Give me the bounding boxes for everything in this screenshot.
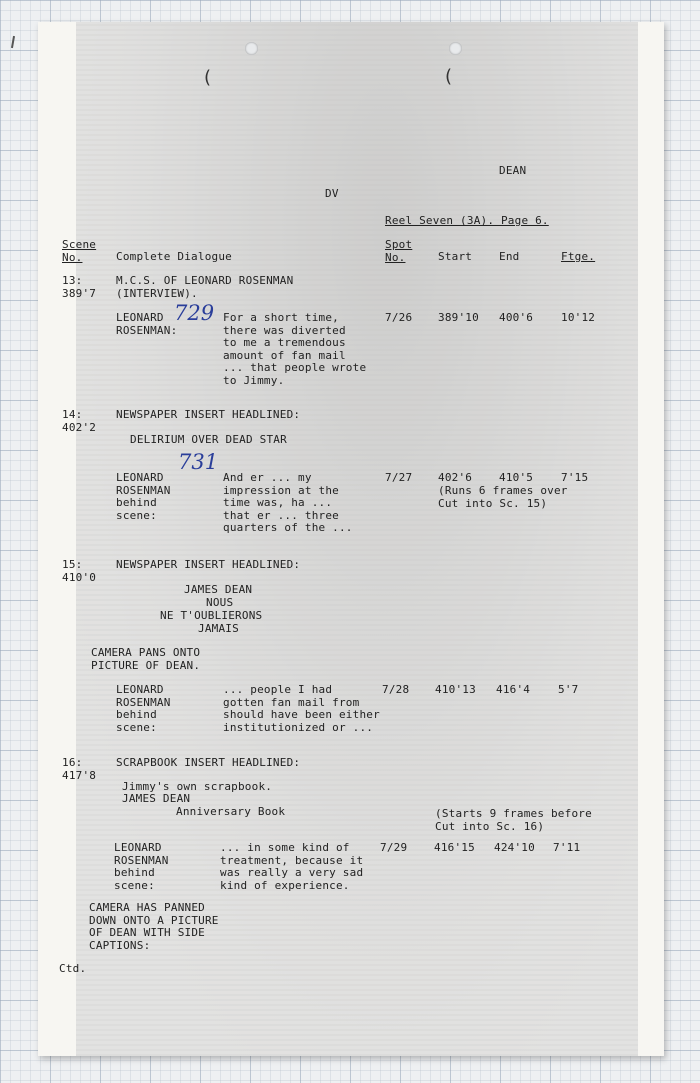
reel-page-label: Reel Seven (3A). Page 6. <box>385 214 549 227</box>
scene-14-heading: NEWSPAPER INSERT HEADLINED: <box>116 408 301 421</box>
scene-16-book-line-3: Anniversary Book <box>176 805 286 818</box>
scene-15-heading: NEWSPAPER INSERT HEADLINED: <box>116 558 301 571</box>
scene-14-ftge: 7'15 <box>561 471 589 484</box>
scene-15-speaker: LEONARD ROSENMAN behind scene: <box>116 683 171 734</box>
scene-14-end: 410'5 <box>499 471 534 484</box>
scene-13-speaker: LEONARD ROSENMAN: <box>116 311 178 337</box>
scene-15-ftge: 5'7 <box>558 683 579 696</box>
continued-label: Ctd. <box>59 962 87 975</box>
crescent-mark-left: ( <box>204 67 212 88</box>
scene-15-end: 416'4 <box>496 683 531 696</box>
scene-15-spot: 7/28 <box>382 683 410 696</box>
pencil-mark <box>11 36 15 48</box>
scene-13-number: 13: 389'7 <box>62 274 97 300</box>
scene-15-start: 410'13 <box>435 683 476 696</box>
col-scene-no: Scene No. <box>62 238 97 264</box>
punch-hole-left <box>245 42 258 55</box>
scene-13-dialogue: For a short time, there was diverted to me a tremendous amount of fan mail ... that people wrote to Jimmy. <box>223 311 367 387</box>
handwritten-number-729: 729 <box>174 301 215 325</box>
scene-14-headline: DELIRIUM OVER DEAD STAR <box>130 433 287 446</box>
scene-13-spot: 7/26 <box>385 311 413 324</box>
crescent-mark-right: ( <box>445 66 453 87</box>
punch-hole-right <box>449 42 462 55</box>
scene-16-book-line-1: Jimmy's own scrapbook. <box>122 780 273 793</box>
handwritten-number-731: 731 <box>178 450 219 474</box>
scene-16-start: 416'15 <box>434 841 475 854</box>
scene-16-camera-pan: CAMERA HAS PANNED DOWN ONTO A PICTURE OF DEAN WITH SIDE CAPTIONS: <box>89 901 219 952</box>
scene-15-number: 15: 410'0 <box>62 558 97 584</box>
scene-14-speaker: LEONARD ROSENMAN behind scene: <box>116 471 171 522</box>
scene-14-start: 402'6 <box>438 471 473 484</box>
scene-14-dialogue: And er ... my impression at the time was, ha ... that er ... three quarters of the ... <box>223 471 353 534</box>
scene-16-end: 424'10 <box>494 841 535 854</box>
scene-14-number: 14: 402'2 <box>62 408 97 434</box>
scene-15-headline-4: JAMAIS <box>198 622 239 635</box>
col-dialogue: Complete Dialogue <box>116 250 232 263</box>
col-spot-no: Spot No. <box>385 238 413 264</box>
scene-14-note: (Runs 6 frames over Cut into Sc. 15) <box>438 484 568 510</box>
scene-15-camera-pan: CAMERA PANS ONTO PICTURE OF DEAN. <box>91 646 201 672</box>
scene-13-start: 389'10 <box>438 311 479 324</box>
scene-16-ftge: 7'11 <box>553 841 581 854</box>
scene-13-ftge: 10'12 <box>561 311 596 324</box>
scene-15-headline-3: NE T'OUBLIERONS <box>160 609 263 622</box>
scene-16-speaker: LEONARD ROSENMAN behind scene: <box>114 841 169 892</box>
scene-15-headline-2: NOUS <box>206 596 234 609</box>
scene-15-headline-1: JAMES DEAN <box>184 583 253 596</box>
script-page <box>38 22 664 1056</box>
scene-14-spot: 7/27 <box>385 471 413 484</box>
col-ftge: Ftge. <box>561 250 596 263</box>
col-start: Start <box>438 250 473 263</box>
scene-16-book-line-2: JAMES DEAN <box>122 792 191 805</box>
header-code: DV <box>325 187 339 200</box>
scene-16-spot: 7/29 <box>380 841 408 854</box>
scene-16-heading: SCRAPBOOK INSERT HEADLINED: <box>116 756 301 769</box>
scene-15-dialogue: ... people I had gotten fan mail from should have been either institutionized or ... <box>223 683 380 734</box>
scene-16-number: 16: 417'8 <box>62 756 97 782</box>
scene-13-end: 400'6 <box>499 311 534 324</box>
col-end: End <box>499 250 520 263</box>
scene-16-note: (Starts 9 frames before Cut into Sc. 16) <box>435 807 592 833</box>
scene-13-heading: M.C.S. OF LEONARD ROSENMAN (INTERVIEW). <box>116 274 294 300</box>
scene-16-dialogue: ... in some kind of treatment, because it was really a very sad kind of experience. <box>220 841 364 892</box>
header-name: DEAN <box>499 164 527 177</box>
